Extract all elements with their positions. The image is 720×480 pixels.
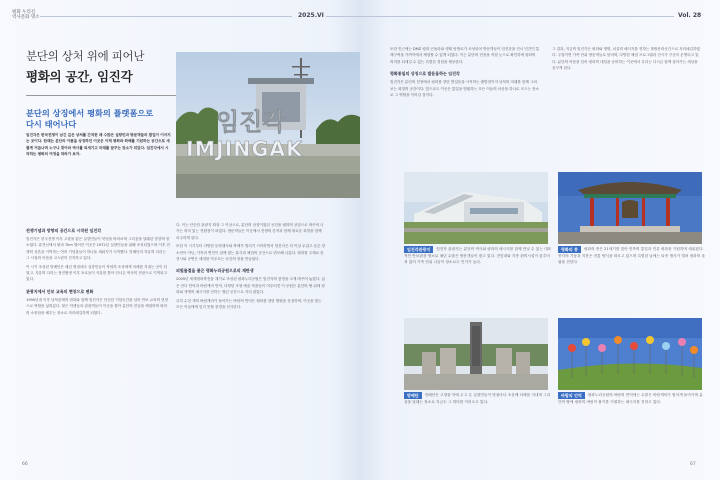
title-line-2: 평화의 공간, 임진각 — [26, 69, 133, 84]
tourist-site-photo — [404, 172, 548, 244]
caption-label: 바람의 언덕 — [558, 392, 585, 399]
section-heading: 피빛물결을 품은 평화누리공원으로의 재탄생 — [176, 268, 254, 274]
intro-paragraph: 임진각은 한국전쟁이 남긴 깊은 상처를 간직한 채 수많은 실향민과 방문객들의 발길이 이어지는 곳이다. 한때는 분단의 아픔을 상징하던 이곳은 이제 평화와 화해를 기원하는 공간으로 새롭게 거듭나며 누구나 찾아와 역사를 되새기고 미래를 꿈꾸는 장소가 되었다. 임진각에서 시작하는 평화의 여정을 따라가 보자. — [26, 133, 171, 157]
caption-label: 망배단 — [404, 392, 422, 399]
pinwheel-hill-photo — [558, 318, 702, 390]
caption-text: 평화의 종은 21세기를 맞아 민족의 통일과 인류 평화를 기원하며 세워졌다. 종각의 기둥과 지붕은 전통 양식을 따르고 있으며 특별한 날에는 타종 행사가 열려 평화의 울림을 전한다. — [558, 247, 706, 265]
caption-text: 임진각 관광지는 분단의 역사와 평화의 메시지를 함께 만날 수 있는 대표적인 안보관광 명소로 매년 수많은 방문객들이 찾고 있다. 전망대와 각종 편의시설이 갖추어져 있어 가족 단위 나들이 장소로도 인기가 높다. — [404, 247, 552, 265]
page-number-left: 66 — [22, 462, 28, 467]
running-head-rule — [360, 16, 674, 17]
memorial-altar-illustration — [404, 318, 548, 390]
running-head-rule-end — [326, 16, 360, 17]
body-paragraph: 이 시기 조성된 망배단은 매년 명절마다 실향민들이 북녘의 조상에게 차례를 지내는 곳이 되었고, 자유의 다리는 정전협정 이후 포로들이 자유를 찾아 건너온 역사의 현장으로 기억되고 있다. — [26, 264, 167, 282]
imjingak-sign-photo — [176, 52, 360, 198]
section-label: 평화 누리길 — [12, 10, 36, 15]
subtitle-line-1: 분단의 상징에서 평화의 플랫폼으로 — [26, 108, 154, 118]
title-divider — [26, 95, 176, 96]
photo-caption — [404, 392, 552, 405]
left-column-1 — [26, 222, 170, 316]
page-number-right: 67 — [690, 462, 696, 467]
section-heading: 전쟁기념과 망향의 공간으로 시작된 임진각 — [26, 228, 102, 233]
body-paragraph: 또한 이 시기부터 다양한 문화행사와 축제가 열리기 시작하면서 임진각은 더 이상 무겁고 슬픈 장소만이 아닌, 가족과 연인이 함께 찾는 휴식과 체험의 공간으로 변모해 나갔다. 평화를 주제로 한 전시와 공연은 세대를 아우르는 공감의 장을 만들었다. — [176, 244, 325, 262]
subtitle — [26, 108, 176, 130]
body-paragraph: 특히 수천 개의 바람개비가 돌아가는 바람의 언덕은 평화를 향한 염원을 상징하며, 이곳을 찾는 모든 이들에게 잊지 못할 풍경을 선사한다. — [176, 298, 322, 310]
body-paragraph: 2005년 세계평화축전을 계기로 조성된 평화누리공원은 임진각의 풍경을 크게 바꾸어 놓았다. 넓은 잔디 언덕과 바람개비 언덕, 다양한 조형 예술 작품들이 어우러진 이 공원은 분단의 땅 위에 평화와 생명의 메시지를 전하는 열린 공간으로 자리 잡았다. — [176, 277, 325, 295]
running-head-left — [12, 10, 40, 20]
caption-text: 망배단은 고향을 북에 두고 온 실향민들이 명절마다 조상께 차례를 지내며 그리움을 달래는 장소로 지금도 그 의미를 이어오고 있다. — [404, 393, 551, 404]
right-column-2 — [552, 46, 702, 72]
caption-text: 평화누리공원의 바람의 언덕에는 수많은 바람개비가 힘차게 돌아가며 분단의 땅에 평화의 바람이 불기를 기원하는 메시지를 전하고 있다. — [558, 393, 703, 404]
tourist-site-illustration — [404, 172, 548, 244]
body-paragraph: 임진각은 한국전쟁 이후 고향을 잃은 실향민들이 북녘을 바라보며 그리움을 달래던 망향의 장소였다. 휴전선에서 불과 7km 떨어진 이곳은 1972년 실향민들을 위해 조성되었으며 이후 전쟁의 상흔을 기억하는 여러 기념물들이 하나둘 세워지기 시작했다. 망배단과 자유의 다리는 그 시절의 아픔을 고스란히 간직하고 있다. — [26, 237, 170, 261]
imjingak-sign-illustration — [176, 52, 360, 198]
caption-label: 평화의 종 — [558, 246, 581, 253]
left-column-2 — [176, 222, 326, 310]
section-heading: 평화통일의 상징으로 발돋움하는 임진각 — [390, 71, 460, 77]
section-sublabel: 역사문화 명소 — [12, 15, 40, 20]
running-head-rule — [40, 16, 292, 17]
body-paragraph: 그 결과, 지금의 임진각은 평화와 생명, 치유의 메시지를 전하는 복합문화공간으로 자리매김하였다. 주말이면 가족 단위 방문객들로 붐비며, 다양한 체험 프로그램과 전시가 꾸준히 운영되고 있다. 분단의 아픔을 넘어 평화의 내일을 준비하는 이곳에서 우리는 다시금 함께 살아가는 세상을 꿈꾸게 된다. — [552, 47, 700, 71]
issue-label: 2025.VI — [298, 12, 324, 19]
body-paragraph: 다. 이는 단순한 관광지 확장 그 이상으로, 분단의 상징이었던 공간을 평화의 상징으로 바꾸어 나가는 의미 있는 전환점이 되었다. 방문객들은 이곳에서 전쟁의 흔적과 함께 새로운 희망을 함께 마주하게 된다. — [176, 223, 324, 240]
issue-label: Vol. 28 — [678, 12, 702, 19]
body-paragraph: 임진각은 분단의 현장에서 평화를 향한 발걸음을 시작하는 출발점이자 남북의 미래를 함께 그려보는 희망의 공간이다. 앞으로도 이곳은 통일을 염원하는 모든 이들의 마음을 하나로 모으는 장소로 그 역할을 이어갈 것이다. — [390, 80, 539, 98]
article-title-block — [26, 48, 176, 130]
caption-label: 임진각관광지 — [404, 246, 433, 253]
peace-bell-illustration — [558, 172, 702, 244]
section-heading: 관광지에서 안보 교육의 현장으로 변화 — [26, 288, 94, 294]
right-column-1 — [390, 46, 540, 98]
sign-english-text: IMJINGAK — [186, 137, 304, 161]
memorial-altar-photo — [404, 318, 548, 390]
body-paragraph: 1990년대 이후 남북관계의 변화와 함께 임진각은 단순한 기념공간을 넘어 안보 교육의 현장으로 역할을 넓혀갔다. 많은 학생들과 관광객들이 이곳을 찾아 분단의 현실을 체험하며 평화의 소중함을 배우는 장소로 자리매김하게 되었다. — [26, 297, 168, 315]
sign-korean-text: 임진각 — [216, 108, 286, 136]
right-page — [360, 0, 720, 480]
photo-caption — [558, 246, 706, 265]
body-paragraph: 또한 인근에는 DMZ 평화 곤돌라와 생태 탐방로가 조성되어 방문객들이 임진강을 건너 민간인 통제구역을 가까이에서 체험할 수 있게 되었다. 이는 분단의 현장을 직접 눈으로 확인하며 평화의 의미를 되새길 수 있는 특별한 경험을 제공한다. — [390, 47, 540, 64]
peace-bell-photo — [558, 172, 702, 244]
title-line-1: 분단의 상처 위에 피어난 — [26, 49, 145, 63]
photo-caption — [558, 392, 706, 405]
pinwheel-hill-illustration — [558, 318, 702, 390]
photo-caption — [404, 246, 552, 265]
subtitle-line-2: 다시 태어나다 — [26, 119, 77, 129]
